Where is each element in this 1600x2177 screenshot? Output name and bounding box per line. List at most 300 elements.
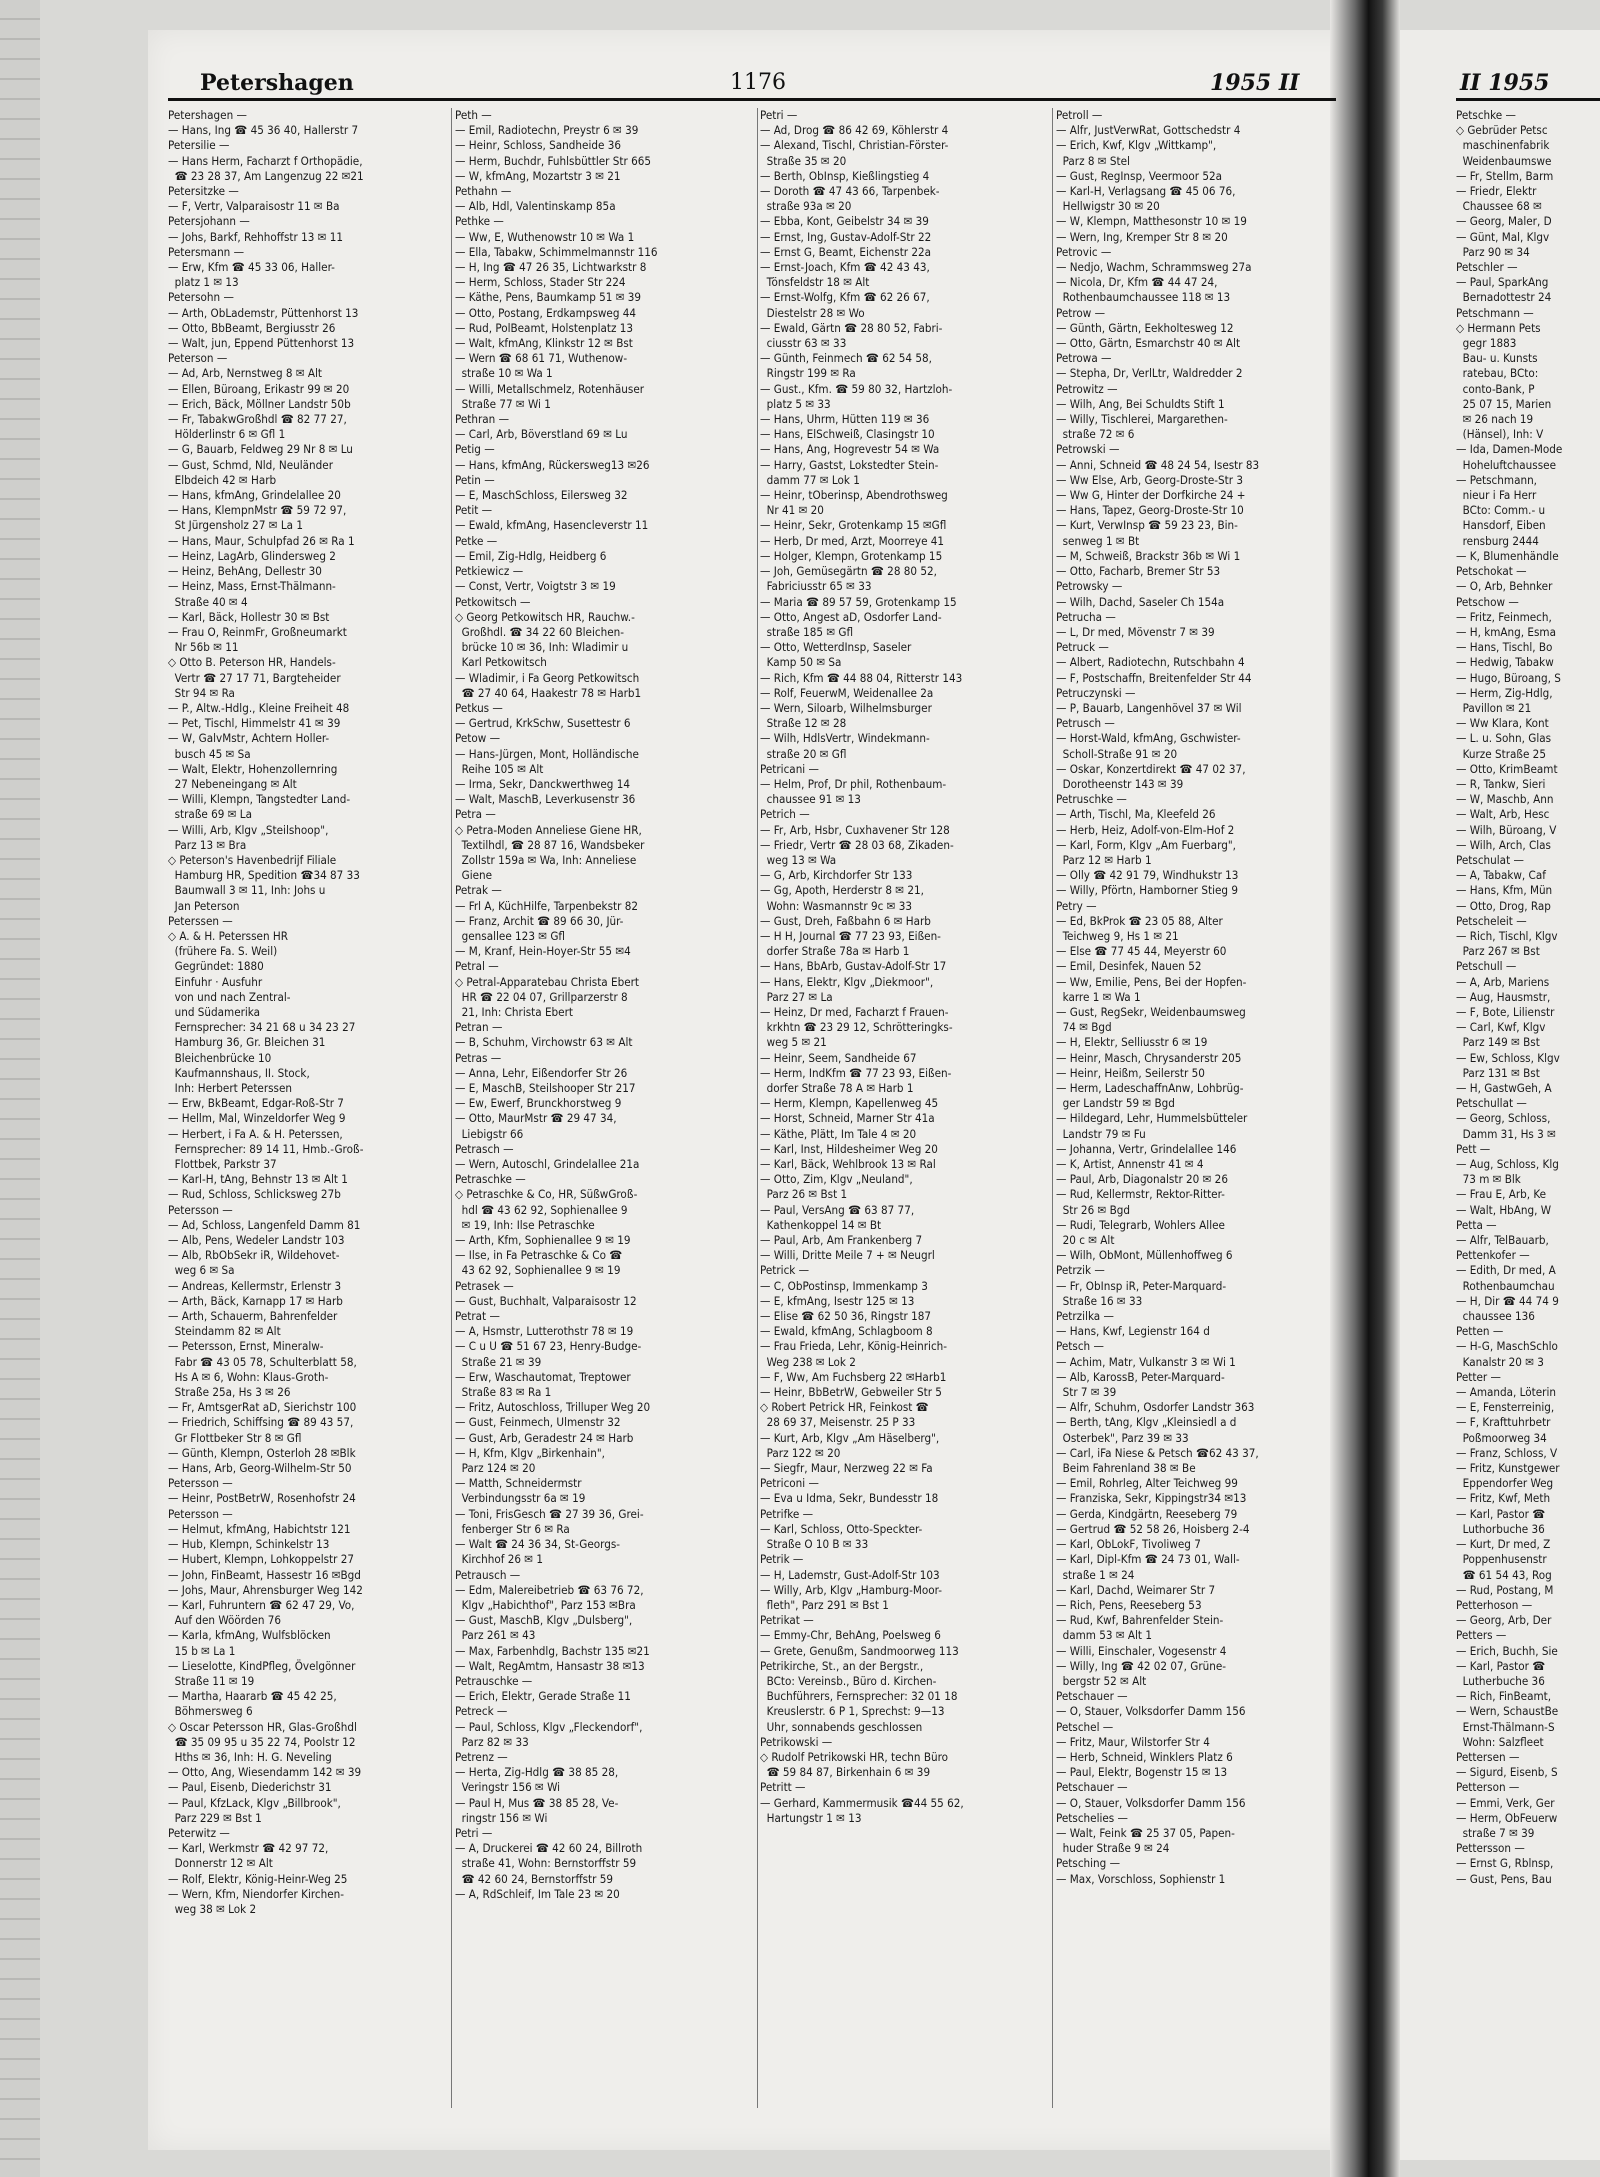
- directory-entry-line: Diestelstr 28 ✉ Wo: [760, 305, 865, 320]
- directory-entry-line: Petrich —: [760, 807, 810, 822]
- directory-entry-line: — Günth, Feinmech ☎ 62 54 58,: [760, 351, 932, 366]
- directory-entry-line: — Ww G, Hinter der Dorfkirche 24 +: [1056, 488, 1246, 503]
- directory-entry-line: — Herbert, i Fa A. & H. Peterssen,: [168, 1126, 343, 1141]
- directory-column-2: [455, 108, 755, 2128]
- directory-entry-line: gegr 1883: [1456, 336, 1517, 351]
- directory-entry-line: Petta —: [1456, 1217, 1497, 1232]
- directory-entry-line: — Wern, Siloarb, Wilhelmsburger: [760, 700, 932, 715]
- directory-entry-line: — Karl, Fuhruntern ☎ 62 47 29, Vo,: [168, 1597, 355, 1612]
- directory-entry-line: Straße 77 ✉ Wi 1: [455, 396, 551, 411]
- directory-entry-line: — H, Lademstr, Gust-Adolf-Str 103: [760, 1567, 940, 1582]
- directory-entry-line: — H, Kfm, Klgv „Birkenhain",: [455, 1445, 605, 1460]
- directory-entry-line: — Paul, VersAng ☎ 63 87 77,: [760, 1202, 915, 1217]
- directory-entry-line: Hartungstr 1 ✉ 13: [760, 1810, 862, 1825]
- directory-entry-line: — F, Krafttuhrbetr: [1456, 1415, 1551, 1430]
- directory-entry-line: — Otto, Gärtn, Esmarchstr 40 ✉ Alt: [1056, 336, 1241, 351]
- directory-entry-line: — Emmy-Chr, BehAng, Poelsweg 6: [760, 1628, 941, 1643]
- directory-entry-line: — Karl, Pastor ☎: [1456, 1506, 1546, 1521]
- directory-entry-line: gensallee 123 ✉ Gfl: [455, 928, 565, 943]
- directory-entry-line: — Wilh, Büroang, V: [1456, 822, 1557, 837]
- directory-entry-line: — Hans, kfmAng, Grindelallee 20: [168, 488, 341, 503]
- directory-entry-line: Petter —: [1456, 1369, 1501, 1384]
- directory-entry-line: Tönsfeldstr 18 ✉ Alt: [760, 275, 870, 290]
- directory-entry-line: Petrik —: [760, 1552, 804, 1567]
- directory-entry-line: Petrucha —: [1056, 609, 1116, 624]
- directory-entry-line: Petschokat —: [1456, 564, 1527, 579]
- directory-entry-line: weg 5 ✉ 21: [760, 1035, 827, 1050]
- column-separator: [757, 108, 758, 2108]
- directory-entry-line: — Emil, Radiotechn, Preystr 6 ✉ 39: [455, 123, 639, 138]
- directory-entry-line: Petit —: [455, 503, 493, 518]
- directory-entry-line: — Emil, Rohrleg, Alter Teichweg 99: [1056, 1476, 1238, 1491]
- directory-entry-line: — Hans, ElSchweiß, Clasingstr 10: [760, 427, 935, 442]
- directory-entry-line: — R, Tankw, Sieri: [1456, 776, 1546, 791]
- directory-entry-line: — Willy, Ing ☎ 42 02 07, Grüne-: [1056, 1658, 1227, 1673]
- directory-entry-line: Parz 229 ✉ Bst 1: [168, 1810, 262, 1825]
- directory-entry-line: — H, kmAng, Esma: [1456, 624, 1556, 639]
- directory-entry-line: — Fr, TabakwGroßhdl ☎ 82 77 27,: [168, 412, 347, 427]
- directory-entry-line: — Aug, Schloss, Klg: [1456, 1157, 1559, 1172]
- directory-entry-line: — Ewald, kfmAng, Hasencleverstr 11: [455, 518, 649, 533]
- directory-entry-line: Parz 90 ✉ 34: [1456, 244, 1530, 259]
- directory-entry-line: — Franziska, Sekr, Kippingstr34 ✉13: [1056, 1491, 1247, 1506]
- directory-column-3: [760, 108, 1050, 2128]
- directory-entry-line: ◇ Peterson's Havenbedrijf Filiale: [168, 852, 337, 867]
- directory-entry-line: — Paul, Arb, Diagonalstr 20 ✉ 26: [1056, 1172, 1228, 1187]
- directory-entry-line: Verbindungsstr 6a ✉ 19: [455, 1491, 586, 1506]
- directory-entry-line: — Helm, Prof, Dr phil, Rothenbaum-: [760, 776, 947, 791]
- directory-entry-line: Peterssen —: [168, 913, 233, 928]
- directory-entry-line: Nr 41 ✉ 20: [760, 503, 824, 518]
- directory-entry-line: Petrasek —: [455, 1278, 514, 1293]
- directory-entry-line: maschinenfabrik: [1456, 138, 1550, 153]
- directory-entry-line: Petschulat —: [1456, 852, 1524, 867]
- directory-entry-line: Scholl-Straße 91 ✉ 20: [1056, 746, 1178, 761]
- directory-entry-line: — Hans, BbArb, Gustav-Adolf-Str 17: [760, 959, 947, 974]
- directory-entry-line: — H, Elektr, Selliusstr 6 ✉ 19: [1056, 1035, 1208, 1050]
- directory-entry-line: — L, Dr med, Mövenstr 7 ✉ 39: [1056, 624, 1215, 639]
- directory-entry-line: Hoheluftchaussee: [1456, 457, 1557, 472]
- directory-entry-line: Hölderlinstr 6 ✉ Gfl 1: [168, 427, 286, 442]
- directory-entry-line: ☎ 42 60 24, Bernstorffstr 59: [455, 1871, 614, 1886]
- directory-entry-line: — Olly ☎ 42 91 79, Windhukstr 13: [1056, 868, 1239, 883]
- directory-entry-line: Petrick —: [760, 1263, 810, 1278]
- directory-entry-line: — Rud, PolBeamt, Holstenplatz 13: [455, 320, 634, 335]
- directory-entry-line: Giene: [455, 868, 493, 883]
- directory-entry-line: — Wilh, Ang, Bei Schuldts Stift 1: [1056, 396, 1225, 411]
- directory-entry-line: Parz 12 ✉ Harb 1: [1056, 852, 1152, 867]
- directory-entry-line: — Anni, Schneid ☎ 48 24 54, Isestr 83: [1056, 457, 1260, 472]
- directory-entry-line: Peterwitz —: [168, 1825, 230, 1840]
- directory-entry-line: — Erich, Bäck, Möllner Landstr 50b: [168, 396, 351, 411]
- directory-entry-line: — Ad, Schloss, Langenfeld Damm 81: [168, 1217, 361, 1232]
- directory-entry-line: — Ad, Arb, Nernstweg 8 ✉ Alt: [168, 366, 323, 381]
- directory-entry-line: — Wladimir, i Fa Georg Petkowitsch: [455, 670, 640, 685]
- directory-entry-line: Petkiewicz —: [455, 564, 524, 579]
- directory-entry-line: — Frl A, KüchHilfe, Tarpenbekstr 82: [455, 898, 638, 913]
- directory-entry-line: — Arth, Tischl, Ma, Kleefeld 26: [1056, 807, 1216, 822]
- directory-entry-line: Petrikat —: [760, 1613, 814, 1628]
- directory-entry-line: Wohn: Wasmannstr 9c ✉ 33: [760, 898, 912, 913]
- directory-entry-line: Jan Peterson: [168, 898, 240, 913]
- directory-entry-line: — A, Tabakw, Caf: [1456, 868, 1546, 883]
- directory-entry-line: — Achim, Matr, Vulkanstr 3 ✉ Wi 1: [1056, 1354, 1236, 1369]
- directory-entry-line: — Hildegard, Lehr, Hummelsbütteler: [1056, 1111, 1248, 1126]
- directory-entry-line: — Erich, Elektr, Gerade Straße 11: [455, 1689, 631, 1704]
- directory-entry-line: Petrak —: [455, 883, 502, 898]
- directory-entry-line: — Hans, Tapez, Georg-Droste-Str 10: [1056, 503, 1244, 518]
- directory-entry-line: Parz 8 ✉ Stel: [1056, 153, 1130, 168]
- directory-entry-line: Kanalstr 20 ✉ 3: [1456, 1354, 1544, 1369]
- directory-entry-line: Petry —: [1056, 898, 1097, 913]
- directory-entry-line: — Karl, Schloss, Otto-Speckter-: [760, 1521, 923, 1536]
- directory-entry-line: Nr 56b ✉ 11: [168, 640, 239, 655]
- directory-entry-line: ciusstr 63 ✉ 33: [760, 336, 847, 351]
- directory-entry-line: — Georg, Maler, D: [1456, 214, 1552, 229]
- directory-entry-line: Baumwall 3 ✉ 11, Inh: Johs u: [168, 883, 326, 898]
- directory-entry-line: chaussee 136: [1456, 1309, 1535, 1324]
- directory-entry-line: — K, Artist, Annenstr 41 ✉ 4: [1056, 1157, 1204, 1172]
- directory-entry-line: Petschauer —: [1056, 1780, 1128, 1795]
- directory-entry-line: — Walt, Elektr, Hohenzollernring: [168, 761, 338, 776]
- directory-entry-line: nieur i Fa Herr: [1456, 488, 1537, 503]
- directory-entry-line: Fernsprecher: 34 21 68 u 34 23 27: [168, 1020, 356, 1035]
- directory-entry-line: — Herb, Dr med, Arzt, Moorreye 41: [760, 533, 945, 548]
- directory-entry-line: Steindamm 82 ✉ Alt: [168, 1324, 281, 1339]
- directory-entry-line: Kirchhof 26 ✉ 1: [455, 1552, 543, 1567]
- directory-entry-line: — Fritz, Feinmech,: [1456, 609, 1552, 624]
- directory-entry-line: Petersilie —: [168, 138, 230, 153]
- directory-entry-line: — Herm, Zig-Hdlg,: [1456, 685, 1553, 700]
- directory-entry-line: ◇ Otto B. Peterson HR, Handels-: [168, 655, 336, 670]
- directory-entry-line: Parz 131 ✉ Bst: [1456, 1065, 1540, 1080]
- directory-entry-line: — Ad, Drog ☎ 86 42 69, Köhlerstr 4: [760, 123, 949, 138]
- directory-entry-line: — Ernst, Ing, Gustav-Adolf-Str 22: [760, 229, 932, 244]
- directory-entry-line: — Kurt, Arb, Klgv „Am Häselberg",: [760, 1430, 940, 1445]
- directory-entry-line: 73 m ✉ Blk: [1456, 1172, 1521, 1187]
- directory-entry-line: weg 6 ✉ Sa: [168, 1263, 235, 1278]
- directory-entry-line: — A, Druckerei ☎ 42 60 24, Billroth: [455, 1841, 643, 1856]
- directory-entry-line: Petersson —: [168, 1202, 233, 1217]
- directory-entry-line: — Arth, ObLademstr, Püttenhorst 13: [168, 305, 359, 320]
- directory-entry-line: ◇ Oscar Petersson HR, Glas-Großhdl: [168, 1719, 357, 1734]
- directory-entry-line: — Walt, Feink ☎ 25 37 05, Papen-: [1056, 1825, 1235, 1840]
- directory-entry-line: Petritt —: [760, 1780, 806, 1795]
- directory-entry-line: — Ella, Tabakw, Schimmelmannstr 116: [455, 244, 658, 259]
- directory-entry-line: — Ernst G, Rblnsp,: [1456, 1856, 1554, 1871]
- directory-entry-line: Fernsprecher: 89 14 11, Hmb.-Groß-: [168, 1141, 364, 1156]
- directory-entry-line: Lutherbuche 36: [1456, 1673, 1545, 1688]
- directory-entry-line: Str 94 ✉ Ra: [168, 685, 235, 700]
- directory-entry-line: Petrauschke —: [455, 1673, 533, 1688]
- directory-entry-line: — Siegfr, Maur, Nerzweg 22 ✉ Fa: [760, 1461, 933, 1476]
- directory-entry-line: Straße 40 ✉ 4: [168, 594, 248, 609]
- directory-entry-line: — Nicola, Dr, Kfm ☎ 44 47 24,: [1056, 275, 1218, 290]
- directory-entry-line: — A, RdSchleif, Im Tale 23 ✉ 20: [455, 1886, 620, 1901]
- directory-entry-line: Weidenbaumswe: [1456, 153, 1552, 168]
- directory-entry-line: — Joh, Gemüsegärtn ☎ 28 80 52,: [760, 564, 937, 579]
- directory-entry-line: — Rich, FinBeamt,: [1456, 1689, 1552, 1704]
- directory-entry-line: — Wern, Autoschl, Grindelallee 21a: [455, 1157, 640, 1172]
- directory-entry-line: — Gust., Kfm. ☎ 59 80 32, Hartzloh-: [760, 381, 953, 396]
- directory-entry-line: — John, FinBeamt, Hassestr 16 ✉Bgd: [168, 1567, 361, 1582]
- directory-entry-line: — Alb, Hdl, Valentinskamp 85a: [455, 199, 616, 214]
- directory-entry-line: Elbdeich 42 ✉ Harb: [168, 472, 277, 487]
- directory-entry-line: — Herm, IndKfm ☎ 77 23 93, Eißen-: [760, 1065, 952, 1080]
- directory-entry-line: — E, MaschB, Steilshooper Str 217: [455, 1081, 636, 1095]
- directory-entry-line: Bau- u. Kunsts: [1456, 351, 1538, 366]
- directory-entry-line: Petersitzke —: [168, 184, 239, 199]
- directory-entry-line: — Aug, Hausmstr,: [1456, 989, 1551, 1004]
- directory-entry-line: und Südamerika: [168, 1004, 261, 1019]
- directory-entry-line: Gegründet: 1880: [168, 959, 264, 974]
- running-head-year-next-page: II 1955: [1460, 70, 1550, 96]
- directory-entry-line: — F, Bote, Lilienstr: [1456, 1004, 1555, 1019]
- directory-entry-line: Petraschke —: [455, 1172, 526, 1187]
- directory-entry-line: Peth —: [455, 108, 492, 122]
- directory-entry-line: — Johs, Barkf, Rehhoffstr 13 ✉ 11: [168, 229, 343, 244]
- directory-entry-line: Beim Fahrenland 38 ✉ Be: [1056, 1461, 1196, 1476]
- directory-entry-line: Zollstr 159a ✉ Wa, Inh: Anneliese: [455, 852, 637, 867]
- directory-entry-line: — Heinr, BbBetrW, Gebweiler Str 5: [760, 1385, 942, 1400]
- directory-entry-line: — Max, Farbenhdlg, Bachstr 135 ✉21: [455, 1643, 650, 1658]
- directory-entry-line: Luthorbuche 36: [1456, 1521, 1545, 1536]
- directory-entry-line: — Rud, Postang, M: [1456, 1582, 1554, 1597]
- directory-entry-line: — H, Ing ☎ 47 26 35, Lichtwarkstr 8: [455, 260, 647, 275]
- directory-entry-line: — Ilse, in Fa Petraschke & Co ☎: [455, 1248, 623, 1263]
- directory-entry-line: Böhmersweg 6: [168, 1704, 253, 1719]
- directory-entry-line: — Franz, Archit ☎ 89 66 30, Jür-: [455, 913, 624, 928]
- directory-entry-line: Eppendorfer Weg: [1456, 1476, 1554, 1491]
- directory-entry-line: Petroll —: [1056, 108, 1103, 122]
- directory-entry-line: Textilhdl, ☎ 28 87 16, Wandsbeker: [455, 837, 645, 852]
- directory-entry-line: — Alfr, Schuhm, Osdorfer Landstr 363: [1056, 1400, 1255, 1415]
- directory-entry-line: — A, Hsmstr, Lutterothstr 78 ✉ 19: [455, 1324, 634, 1339]
- directory-entry-line: — G, Bauarb, Feldweg 29 Nr 8 ✉ Lu: [168, 442, 353, 457]
- directory-entry-line: Pettersson —: [1456, 1841, 1525, 1856]
- directory-entry-line: Parz 27 ✉ La: [760, 989, 833, 1004]
- directory-entry-line: Pett —: [1456, 1141, 1491, 1156]
- directory-entry-line: — Willy, Arb, Klgv „Hamburg-Moor-: [760, 1582, 942, 1597]
- directory-entry-line: — Hans-Jürgen, Mont, Holländische: [455, 746, 639, 761]
- column-separator: [451, 108, 452, 2108]
- directory-entry-line: — Gust, RegInsp, Veermoor 52a: [1056, 168, 1223, 183]
- directory-entry-line: — Georg, Arb, Der: [1456, 1613, 1552, 1628]
- directory-entry-line: — Walt, kfmAng, Klinkstr 12 ✉ Bst: [455, 336, 633, 351]
- directory-entry-line: — Käthe, Plätt, Im Tale 4 ✉ 20: [760, 1126, 917, 1141]
- directory-entry-line: ☎ 23 28 37, Am Langenzug 22 ✉21: [168, 168, 364, 183]
- directory-entry-line: — Emmi, Verk, Ger: [1456, 1795, 1555, 1810]
- directory-entry-line: — Karl, ObLokF, Tivoliweg 7: [1056, 1537, 1201, 1552]
- directory-entry-line: Dorotheenstr 143 ✉ 39: [1056, 776, 1184, 791]
- directory-entry-line: — Fr, Arb, Hsbr, Cuxhavener Str 128: [760, 822, 950, 837]
- directory-entry-line: Petershagen —: [168, 108, 247, 122]
- directory-entry-line: Donnerstr 12 ✉ Alt: [168, 1856, 273, 1871]
- directory-entry-line: Auf den Wöörden 76: [168, 1613, 282, 1628]
- directory-entry-line: Peterson —: [168, 351, 228, 366]
- directory-entry-line: — Carl, iFa Niese & Petsch ☎62 43 37,: [1056, 1445, 1259, 1460]
- directory-entry-line: Petkowitsch —: [455, 594, 531, 609]
- directory-entry-line: ◇ A. & H. Peterssen HR: [168, 928, 288, 943]
- directory-entry-line: — Karl, Inst, Hildesheimer Weg 20: [760, 1141, 938, 1156]
- directory-entry-line: platz 1 ✉ 13: [168, 275, 239, 290]
- directory-entry-line: ☎ 35 09 95 u 35 22 74, Poolstr 12: [168, 1734, 356, 1749]
- directory-entry-line: weg 13 ✉ Wa: [760, 852, 837, 867]
- directory-entry-line: — Irma, Sekr, Danckwerthweg 14: [455, 776, 630, 791]
- directory-entry-line: — W, kfmAng, Mozartstr 3 ✉ 21: [455, 168, 621, 183]
- directory-entry-line: — P., Altw.-Hdlg., Kleine Freiheit 48: [168, 700, 350, 715]
- directory-entry-line: — Arth, Schauerm, Bahrenfelder: [168, 1309, 338, 1324]
- directory-entry-line: — Ernst-Joach, Kfm ☎ 42 43 43,: [760, 260, 930, 275]
- directory-entry-line: — Toni, FrisGesch ☎ 27 39 36, Grei-: [455, 1506, 644, 1521]
- directory-entry-line: hdl ☎ 43 62 92, Sophienallee 9: [455, 1202, 628, 1217]
- directory-entry-line: Liebigstr 66: [455, 1126, 524, 1141]
- directory-entry-line: Petrzilka —: [1056, 1309, 1114, 1324]
- directory-entry-line: — Wern ☎ 68 61 71, Wuthenow-: [455, 351, 628, 366]
- directory-entry-line: Karl Petkowitsch: [455, 655, 547, 670]
- directory-entry-line: Petrow —: [1056, 305, 1106, 320]
- directory-entry-line: — Rich, Kfm ☎ 44 88 04, Ritterstr 143: [760, 670, 963, 685]
- directory-entry-line: — Hubert, Klempn, Lohkoppelstr 27: [168, 1552, 354, 1567]
- directory-entry-line: Petschelies —: [1056, 1810, 1128, 1825]
- directory-entry-line: — Karl, Form, Klgv „Am Fuerbarg",: [1056, 837, 1236, 852]
- directory-entry-line: — H, Dir ☎ 44 74 9: [1456, 1293, 1559, 1308]
- directory-entry-line: Landstr 79 ✉ Fu: [1056, 1126, 1146, 1141]
- directory-entry-line: — C, ObPostinsp, Immenkamp 3: [760, 1278, 928, 1293]
- directory-entry-line: — Erich, Kwf, Klgv „Wittkamp",: [1056, 138, 1217, 153]
- directory-entry-line: — Fr, ObInsp iR, Peter-Marquard-: [1056, 1278, 1227, 1293]
- directory-entry-line: (Hänsel), Inh: V: [1456, 427, 1544, 442]
- directory-entry-line: — Gust, Schmd, Nld, Neuländer: [168, 457, 333, 472]
- directory-entry-line: — Ellen, Büroang, Erikastr 99 ✉ 20: [168, 381, 350, 396]
- directory-entry-line: Petriconi —: [760, 1476, 819, 1491]
- directory-entry-line: — Gerda, Kindgärtn, Reeseberg 79: [1056, 1506, 1238, 1521]
- directory-entry-line: — Karl-H, Verlagsang ☎ 45 06 76,: [1056, 184, 1236, 199]
- directory-entry-line: Str 26 ✉ Bgd: [1056, 1202, 1130, 1217]
- directory-entry-line: — Doroth ☎ 47 43 66, Tarpenbek-: [760, 184, 940, 199]
- directory-entry-line: Poppenhusenstr: [1456, 1552, 1547, 1567]
- directory-entry-line: Straße 12 ✉ 28: [760, 716, 847, 731]
- directory-entry-line: Petran —: [455, 1020, 503, 1035]
- directory-entry-line: Einfuhr · Ausfuhr: [168, 974, 263, 989]
- directory-entry-line: — Otto, Ang, Wiesendamm 142 ✉ 39: [168, 1765, 362, 1780]
- directory-entry-line: — Paul, Arb, Am Frankenberg 7: [760, 1233, 923, 1248]
- directory-entry-line: — Helmut, kfmAng, Habichtstr 121: [168, 1521, 351, 1536]
- directory-entry-line: — Wilh, ObMont, Müllenhoffweg 6: [1056, 1248, 1233, 1263]
- directory-entry-line: Ernst-Thälmann-S: [1456, 1719, 1555, 1734]
- directory-entry-line: — Alb, KarossB, Peter-Marquard-: [1056, 1369, 1225, 1384]
- directory-entry-line: Petterhoson —: [1456, 1597, 1533, 1612]
- directory-entry-line: Hths ✉ 36, Inh: H. G. Neveling: [168, 1749, 332, 1764]
- directory-entry-line: — Anna, Lehr, Eißendorfer Str 26: [455, 1065, 628, 1080]
- directory-entry-line: straße 185 ✉ Gfl: [760, 624, 854, 639]
- directory-entry-line: — Walt, RegAmtm, Hansastr 38 ✉13: [455, 1658, 645, 1673]
- directory-entry-line: — Alfr, TelBauarb,: [1456, 1233, 1549, 1248]
- directory-entry-line: — Hans, Tischl, Bo: [1456, 640, 1553, 655]
- running-head-year: 1955 II: [1210, 70, 1300, 96]
- directory-entry-line: 28 69 37, Meisenstr. 25 P 33: [760, 1415, 916, 1430]
- directory-entry-line: damm 53 ✉ Alt 1: [1056, 1628, 1152, 1643]
- column-separator: [1052, 108, 1053, 2108]
- directory-entry-line: — Hans, kfmAng, Rückersweg13 ✉26: [455, 457, 650, 472]
- directory-entry-line: — Arth, Kfm, Sophienallee 9 ✉ 19: [455, 1233, 631, 1248]
- directory-entry-line: Petterson —: [1456, 1780, 1520, 1795]
- directory-entry-line: Petrikirche, St., an der Bergstr.,: [760, 1658, 924, 1673]
- directory-entry-line: straße 10 ✉ Wa 1: [455, 366, 553, 381]
- directory-entry-line: Rothenbaumchau: [1456, 1278, 1555, 1293]
- directory-entry-line: Weg 238 ✉ Lok 2: [760, 1354, 856, 1369]
- directory-entry-line: 74 ✉ Bgd: [1056, 1020, 1112, 1035]
- directory-entry-line: — M, Schweiß, Brackstr 36b ✉ Wi 1: [1056, 548, 1241, 563]
- directory-entry-line: Petersmann —: [168, 244, 245, 259]
- directory-entry-line: Chaussee 68 ✉: [1456, 199, 1542, 214]
- directory-entry-line: — Ed, BkProk ☎ 23 05 88, Alter: [1056, 913, 1223, 928]
- directory-entry-line: — Herm, LadeschaffnAnw, Lohbrüg-: [1056, 1081, 1244, 1095]
- directory-column-next-page: [1456, 108, 1600, 2128]
- directory-entry-line: — Wern, Kfm, Niendorfer Kirchen-: [168, 1886, 345, 1901]
- directory-entry-line: — Alb, RbObSekr iR, Wildehovet-: [168, 1248, 340, 1263]
- directory-entry-line: — Heinr, Seem, Sandheide 67: [760, 1050, 917, 1065]
- directory-entry-line: — Willy, Tischlerei, Margarethen-: [1056, 412, 1228, 427]
- directory-entry-line: — F, Postschaffn, Breitenfelder Str 44: [1056, 670, 1252, 685]
- directory-entry-line: Petrausch —: [455, 1567, 521, 1582]
- directory-entry-line: bergstr 52 ✉ Alt: [1056, 1673, 1147, 1688]
- directory-entry-line: Bleichenbrücke 10: [168, 1050, 272, 1065]
- directory-entry-line: — Gust, Arb, Geradestr 24 ✉ Harb: [455, 1430, 634, 1445]
- directory-entry-line: HR ☎ 22 04 07, Grillparzerstr 8: [455, 989, 628, 1004]
- directory-entry-line: — Gust, Feinmech, Ulmenstr 32: [455, 1415, 621, 1430]
- directory-entry-line: Petters —: [1456, 1628, 1507, 1643]
- directory-entry-line: — G, Arb, Kirchdorfer Str 133: [760, 868, 913, 883]
- directory-entry-line: — Herm, Klempn, Kapellenweg 45: [760, 1096, 939, 1111]
- directory-entry-line: Petschull —: [1456, 959, 1517, 974]
- directory-entry-line: straße 41, Wohn: Bernstorffstr 59: [455, 1856, 637, 1871]
- directory-entry-line: — E, kfmAng, Isestr 125 ✉ 13: [760, 1293, 915, 1308]
- directory-entry-line: Petricani —: [760, 761, 819, 776]
- directory-entry-line: — Nedjo, Wachm, Schrammsweg 27a: [1056, 260, 1252, 275]
- directory-entry-line: — Gertrud ☎ 52 58 26, Hoisberg 2-4: [1056, 1521, 1250, 1536]
- directory-entry-line: Petschow —: [1456, 594, 1519, 609]
- directory-entry-line: rensburg 2444: [1456, 533, 1539, 548]
- directory-entry-line: ◇ Rudolf Petrikowski HR, techn Büro: [760, 1749, 949, 1764]
- directory-entry-line: — Erw, Waschautomat, Treptower: [455, 1369, 631, 1384]
- directory-entry-line: — Ww, Emilie, Pens, Bei der Hopfen-: [1056, 974, 1247, 989]
- directory-entry-line: Petow —: [455, 731, 501, 746]
- directory-entry-line: — Walt, MaschB, Leverkusenstr 36: [455, 792, 636, 807]
- directory-entry-line: — Paul, Eisenb, Diederichstr 31: [168, 1780, 332, 1795]
- directory-entry-line: — Horst-Wald, kfmAng, Gschwister-: [1056, 731, 1241, 746]
- directory-entry-line: — Karl, Dipl-Kfm ☎ 24 73 01, Wall-: [1056, 1552, 1240, 1567]
- directory-entry-line: Parz 82 ✉ 33: [455, 1734, 529, 1749]
- directory-entry-line: — Wilh, Dachd, Saseler Ch 154a: [1056, 594, 1225, 609]
- directory-entry-line: — Sigurd, Eisenb, S: [1456, 1765, 1558, 1780]
- directory-entry-line: Damm 31, Hs 3 ✉: [1456, 1126, 1556, 1141]
- directory-entry-line: Kaufmannshaus, II. Stock,: [168, 1065, 310, 1080]
- directory-entry-line: — Herm, Buchdr, Fuhlsbüttler Str 665: [455, 153, 651, 168]
- directory-entry-line: Petersson —: [168, 1506, 233, 1521]
- directory-entry-line: — Otto, Postang, Erdkampsweg 44: [455, 305, 637, 320]
- directory-entry-line: — Rud, Kellermstr, Rektor-Ritter-: [1056, 1187, 1225, 1202]
- directory-entry-line: — Paul, SparkAng: [1456, 275, 1549, 290]
- directory-entry-line: — H-G, MaschSchlo: [1456, 1339, 1558, 1354]
- directory-entry-line: BCto: Vereinsb., Büro d. Kirchen-: [760, 1673, 937, 1688]
- directory-entry-line: — Heinr, Schloss, Sandheide 36: [455, 138, 621, 153]
- directory-entry-line: Straße 83 ✉ Ra 1: [455, 1385, 552, 1400]
- directory-entry-line: — Rudi, Telegrarb, Wohlers Allee: [1056, 1217, 1225, 1232]
- directory-entry-line: — Wilh, Arch, Clas: [1456, 837, 1551, 852]
- directory-entry-line: (frühere Fa. S. Weil): [168, 944, 278, 959]
- directory-entry-line: Pethahn —: [455, 184, 512, 199]
